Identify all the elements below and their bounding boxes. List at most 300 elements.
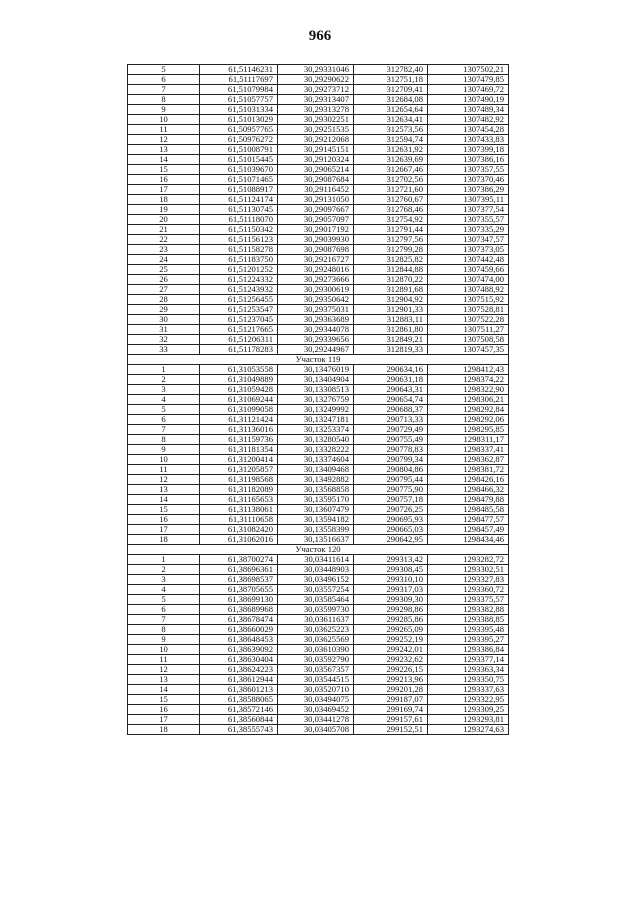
y-coordinate-cell: 1298362,87 (428, 455, 509, 465)
longitude-cell: 30,03625569 (278, 635, 354, 645)
table-row (128, 325, 509, 335)
y-coordinate-cell: 1307386,16 (428, 155, 509, 165)
y-coordinate-cell: 1298457,49 (428, 525, 509, 535)
x-coordinate-cell: 312768,46 (354, 205, 428, 215)
table-row (128, 145, 509, 155)
table-row (128, 165, 509, 175)
point-number-cell: 3 (128, 575, 200, 585)
longitude-cell: 30,03557254 (278, 585, 354, 595)
x-coordinate-cell: 312639,69 (354, 155, 428, 165)
longitude-cell: 30,13607479 (278, 505, 354, 515)
latitude-cell: 61,51156123 (200, 235, 278, 245)
y-coordinate-cell: 1307347,57 (428, 235, 509, 245)
x-coordinate-cell: 290726,25 (354, 505, 428, 515)
y-coordinate-cell: 1298412,43 (428, 365, 509, 375)
point-number-cell: 21 (128, 225, 200, 235)
y-coordinate-cell: 1293309,25 (428, 705, 509, 715)
y-coordinate-cell: 1293388,85 (428, 615, 509, 625)
point-number-cell: 15 (128, 165, 200, 175)
latitude-cell: 61,51130745 (200, 205, 278, 215)
point-number-cell: 9 (128, 635, 200, 645)
table-row (128, 445, 509, 455)
point-number-cell: 19 (128, 205, 200, 215)
table-row (128, 215, 509, 225)
point-number-cell: 6 (128, 605, 200, 615)
y-coordinate-cell: 1293382,88 (428, 605, 509, 615)
x-coordinate-cell: 312721,60 (354, 185, 428, 195)
longitude-cell: 30,03469452 (278, 705, 354, 715)
latitude-cell: 61,31062016 (200, 535, 278, 545)
latitude-cell: 61,38699130 (200, 595, 278, 605)
table-row (128, 665, 509, 675)
y-coordinate-cell: 1298322,90 (428, 385, 509, 395)
x-coordinate-cell: 312754,92 (354, 215, 428, 225)
y-coordinate-cell: 1307399,18 (428, 145, 509, 155)
longitude-cell: 30,29313278 (278, 105, 354, 115)
longitude-cell: 30,13328222 (278, 445, 354, 455)
x-coordinate-cell: 312861,80 (354, 325, 428, 335)
longitude-cell: 30,29212068 (278, 135, 354, 145)
latitude-cell: 61,51039670 (200, 165, 278, 175)
table-row (128, 245, 509, 255)
longitude-cell: 30,13595170 (278, 495, 354, 505)
latitude-cell: 61,31159736 (200, 435, 278, 445)
table-row (128, 255, 509, 265)
table-row (128, 95, 509, 105)
point-number-cell: 17 (128, 525, 200, 535)
table-row (128, 365, 509, 375)
longitude-cell: 30,03441278 (278, 715, 354, 725)
table-row (128, 415, 509, 425)
latitude-cell: 61,38639092 (200, 645, 278, 655)
latitude-cell: 61,51150342 (200, 225, 278, 235)
y-coordinate-cell: 1307395,11 (428, 195, 509, 205)
latitude-cell: 61,31082420 (200, 525, 278, 535)
x-coordinate-cell: 312870,22 (354, 275, 428, 285)
y-coordinate-cell: 1298485,58 (428, 505, 509, 515)
y-coordinate-cell: 1307370,46 (428, 175, 509, 185)
longitude-cell: 30,29344078 (278, 325, 354, 335)
table-row (128, 435, 509, 445)
longitude-cell: 30,29290622 (278, 75, 354, 85)
point-number-cell: 12 (128, 475, 200, 485)
x-coordinate-cell: 290643,31 (354, 385, 428, 395)
x-coordinate-cell: 290688,37 (354, 405, 428, 415)
table-row (128, 125, 509, 135)
table-row (128, 395, 509, 405)
y-coordinate-cell: 1307528,81 (428, 305, 509, 315)
latitude-cell: 61,51057757 (200, 95, 278, 105)
latitude-cell: 61,31181354 (200, 445, 278, 455)
point-number-cell: 13 (128, 145, 200, 155)
longitude-cell: 30,29248016 (278, 265, 354, 275)
x-coordinate-cell: 299232,62 (354, 655, 428, 665)
longitude-cell: 30,13516637 (278, 535, 354, 545)
latitude-cell: 61,38678474 (200, 615, 278, 625)
y-coordinate-cell: 1307488,92 (428, 285, 509, 295)
table-row (128, 405, 509, 415)
point-number-cell: 24 (128, 255, 200, 265)
y-coordinate-cell: 1307433,83 (428, 135, 509, 145)
x-coordinate-cell: 312883,11 (354, 315, 428, 325)
table-row (128, 175, 509, 185)
latitude-cell: 61,31110658 (200, 515, 278, 525)
x-coordinate-cell: 290778,83 (354, 445, 428, 455)
point-number-cell: 10 (128, 455, 200, 465)
latitude-cell: 61,51206311 (200, 335, 278, 345)
table-row (128, 195, 509, 205)
table-row (128, 625, 509, 635)
point-number-cell: 14 (128, 495, 200, 505)
longitude-cell: 30,03496152 (278, 575, 354, 585)
point-number-cell: 12 (128, 665, 200, 675)
x-coordinate-cell: 299201,28 (354, 685, 428, 695)
latitude-cell: 61,51117697 (200, 75, 278, 85)
point-number-cell: 9 (128, 105, 200, 115)
table-row (128, 345, 509, 355)
point-number-cell: 23 (128, 245, 200, 255)
latitude-cell: 61,38705655 (200, 585, 278, 595)
longitude-cell: 30,13374604 (278, 455, 354, 465)
point-number-cell: 11 (128, 125, 200, 135)
longitude-cell: 30,29087698 (278, 245, 354, 255)
x-coordinate-cell: 299242,01 (354, 645, 428, 655)
point-number-cell: 11 (128, 655, 200, 665)
x-coordinate-cell: 290695,93 (354, 515, 428, 525)
point-number-cell: 10 (128, 115, 200, 125)
point-number-cell: 17 (128, 185, 200, 195)
table-row (128, 465, 509, 475)
table-row (128, 335, 509, 345)
table-row (128, 555, 509, 565)
point-number-cell: 16 (128, 705, 200, 715)
x-coordinate-cell: 290755,49 (354, 435, 428, 445)
point-number-cell: 7 (128, 425, 200, 435)
latitude-cell: 61,38624223 (200, 665, 278, 675)
longitude-cell: 30,29363689 (278, 315, 354, 325)
y-coordinate-cell: 1298306,21 (428, 395, 509, 405)
point-number-cell: 9 (128, 445, 200, 455)
latitude-cell: 61,31059428 (200, 385, 278, 395)
latitude-cell: 61,38660029 (200, 625, 278, 635)
table-row (128, 135, 509, 145)
point-number-cell: 31 (128, 325, 200, 335)
x-coordinate-cell: 312702,56 (354, 175, 428, 185)
point-number-cell: 7 (128, 615, 200, 625)
x-coordinate-cell: 290729,49 (354, 425, 428, 435)
latitude-cell: 61,38555743 (200, 725, 278, 735)
table-row (128, 635, 509, 645)
y-coordinate-cell: 1293302,51 (428, 565, 509, 575)
y-coordinate-cell: 1293274,63 (428, 725, 509, 735)
y-coordinate-cell: 1307511,27 (428, 325, 509, 335)
longitude-cell: 30,03611637 (278, 615, 354, 625)
longitude-cell: 30,13409468 (278, 465, 354, 475)
y-coordinate-cell: 1293327,83 (428, 575, 509, 585)
y-coordinate-cell: 1293395,48 (428, 625, 509, 635)
longitude-cell: 30,13492882 (278, 475, 354, 485)
x-coordinate-cell: 299308,45 (354, 565, 428, 575)
latitude-cell: 61,51015445 (200, 155, 278, 165)
y-coordinate-cell: 1307502,21 (428, 65, 509, 75)
longitude-cell: 30,13594182 (278, 515, 354, 525)
y-coordinate-cell: 1307355,57 (428, 215, 509, 225)
table-row (128, 725, 509, 735)
y-coordinate-cell: 1307335,29 (428, 225, 509, 235)
longitude-cell: 30,29057097 (278, 215, 354, 225)
table-row (128, 185, 509, 195)
latitude-cell: 61,31205857 (200, 465, 278, 475)
latitude-cell: 61,50976272 (200, 135, 278, 145)
latitude-cell: 61,51183750 (200, 255, 278, 265)
y-coordinate-cell: 1307357,55 (428, 165, 509, 175)
longitude-cell: 30,03448903 (278, 565, 354, 575)
x-coordinate-cell: 312631,92 (354, 145, 428, 155)
y-coordinate-cell: 1293377,14 (428, 655, 509, 665)
point-number-cell: 16 (128, 515, 200, 525)
y-coordinate-cell: 1298292,06 (428, 415, 509, 425)
y-coordinate-cell: 1298466,32 (428, 485, 509, 495)
point-number-cell: 32 (128, 335, 200, 345)
x-coordinate-cell: 312797,56 (354, 235, 428, 245)
y-coordinate-cell: 1307386,29 (428, 185, 509, 195)
x-coordinate-cell: 299252,19 (354, 635, 428, 645)
longitude-cell: 30,29339656 (278, 335, 354, 345)
point-number-cell: 12 (128, 135, 200, 145)
latitude-cell: 61,51008791 (200, 145, 278, 155)
latitude-cell: 61,31182089 (200, 485, 278, 495)
latitude-cell: 61,31165653 (200, 495, 278, 505)
x-coordinate-cell: 312684,08 (354, 95, 428, 105)
point-number-cell: 27 (128, 285, 200, 295)
table-row (128, 675, 509, 685)
table-row (128, 535, 509, 545)
y-coordinate-cell: 1298381,72 (428, 465, 509, 475)
longitude-cell: 30,13568858 (278, 485, 354, 495)
point-number-cell: 13 (128, 485, 200, 495)
table-row (128, 575, 509, 585)
latitude-cell: 61,51031334 (200, 105, 278, 115)
x-coordinate-cell: 290757,18 (354, 495, 428, 505)
x-coordinate-cell: 299298,86 (354, 605, 428, 615)
table-row (128, 85, 509, 95)
x-coordinate-cell: 290665,03 (354, 525, 428, 535)
x-coordinate-cell: 299265,09 (354, 625, 428, 635)
longitude-cell: 30,13280540 (278, 435, 354, 445)
table-row (128, 655, 509, 665)
y-coordinate-cell: 1307457,35 (428, 345, 509, 355)
point-number-cell: 8 (128, 95, 200, 105)
latitude-cell: 61,51201252 (200, 265, 278, 275)
x-coordinate-cell: 312634,41 (354, 115, 428, 125)
x-coordinate-cell: 290654,74 (354, 395, 428, 405)
x-coordinate-cell: 312819,33 (354, 345, 428, 355)
x-coordinate-cell: 312849,21 (354, 335, 428, 345)
latitude-cell: 61,51256455 (200, 295, 278, 305)
longitude-cell: 30,13404904 (278, 375, 354, 385)
longitude-cell: 30,13247181 (278, 415, 354, 425)
x-coordinate-cell: 299317,03 (354, 585, 428, 595)
x-coordinate-cell: 290634,16 (354, 365, 428, 375)
point-number-cell: 1 (128, 365, 200, 375)
point-number-cell: 5 (128, 65, 200, 75)
table-row (128, 645, 509, 655)
latitude-cell: 61,31049889 (200, 375, 278, 385)
table-row (128, 275, 509, 285)
x-coordinate-cell: 312594,74 (354, 135, 428, 145)
table-row (128, 705, 509, 715)
point-number-cell: 18 (128, 195, 200, 205)
x-coordinate-cell: 312799,28 (354, 245, 428, 255)
point-number-cell: 1 (128, 555, 200, 565)
y-coordinate-cell: 1307508,58 (428, 335, 509, 345)
longitude-cell: 30,03494075 (278, 695, 354, 705)
table-row (128, 495, 509, 505)
table-row (128, 65, 509, 75)
coordinates-table-body (128, 65, 509, 735)
longitude-cell: 30,03610390 (278, 645, 354, 655)
longitude-cell: 30,29131050 (278, 195, 354, 205)
page-number: 966 (308, 28, 332, 44)
longitude-cell: 30,03599730 (278, 605, 354, 615)
latitude-cell: 61,38612944 (200, 675, 278, 685)
longitude-cell: 30,29065214 (278, 165, 354, 175)
table-row (128, 685, 509, 695)
point-number-cell: 2 (128, 375, 200, 385)
latitude-cell: 61,51124174 (200, 195, 278, 205)
latitude-cell: 61,51158278 (200, 245, 278, 255)
x-coordinate-cell: 299226,15 (354, 665, 428, 675)
table-row (128, 505, 509, 515)
point-number-cell: 13 (128, 675, 200, 685)
x-coordinate-cell: 299309,30 (354, 595, 428, 605)
x-coordinate-cell: 290713,33 (354, 415, 428, 425)
latitude-cell: 61,38696361 (200, 565, 278, 575)
y-coordinate-cell: 1298434,46 (428, 535, 509, 545)
coordinates-table (127, 64, 509, 735)
table-row (128, 265, 509, 275)
x-coordinate-cell: 312825,82 (354, 255, 428, 265)
longitude-cell: 30,29216727 (278, 255, 354, 265)
longitude-cell: 30,13476019 (278, 365, 354, 375)
y-coordinate-cell: 1307479,85 (428, 75, 509, 85)
latitude-cell: 61,51079984 (200, 85, 278, 95)
point-number-cell: 15 (128, 505, 200, 515)
longitude-cell: 30,29145151 (278, 145, 354, 155)
y-coordinate-cell: 1298311,17 (428, 435, 509, 445)
longitude-cell: 30,13253374 (278, 425, 354, 435)
x-coordinate-cell: 312901,33 (354, 305, 428, 315)
table-row (128, 285, 509, 295)
table-row (128, 375, 509, 385)
latitude-cell: 61,31136016 (200, 425, 278, 435)
x-coordinate-cell: 312573,56 (354, 125, 428, 135)
table-row (128, 475, 509, 485)
table-row (128, 515, 509, 525)
x-coordinate-cell: 299213,96 (354, 675, 428, 685)
y-coordinate-cell: 1298374,22 (428, 375, 509, 385)
table-row (128, 615, 509, 625)
x-coordinate-cell: 299152,51 (354, 725, 428, 735)
point-number-cell: 26 (128, 275, 200, 285)
point-number-cell: 5 (128, 595, 200, 605)
point-number-cell: 14 (128, 155, 200, 165)
y-coordinate-cell: 1307377,54 (428, 205, 509, 215)
longitude-cell: 30,29350642 (278, 295, 354, 305)
point-number-cell: 8 (128, 435, 200, 445)
longitude-cell: 30,03585464 (278, 595, 354, 605)
longitude-cell: 30,13276759 (278, 395, 354, 405)
table-row (128, 235, 509, 245)
x-coordinate-cell: 312791,44 (354, 225, 428, 235)
longitude-cell: 30,03567357 (278, 665, 354, 675)
y-coordinate-cell: 1298479,88 (428, 495, 509, 505)
latitude-cell: 61,38700274 (200, 555, 278, 565)
x-coordinate-cell: 312844,88 (354, 265, 428, 275)
latitude-cell: 61,31069244 (200, 395, 278, 405)
latitude-cell: 61,38560844 (200, 715, 278, 725)
longitude-cell: 30,29273666 (278, 275, 354, 285)
latitude-cell: 61,51237045 (200, 315, 278, 325)
table-row (128, 105, 509, 115)
point-number-cell: 22 (128, 235, 200, 245)
y-coordinate-cell: 1307489,34 (428, 105, 509, 115)
y-coordinate-cell: 1307459,66 (428, 265, 509, 275)
latitude-cell: 61,38630404 (200, 655, 278, 665)
latitude-cell: 61,51013029 (200, 115, 278, 125)
y-coordinate-cell: 1298295,85 (428, 425, 509, 435)
longitude-cell: 30,03411614 (278, 555, 354, 565)
latitude-cell: 61,31099058 (200, 405, 278, 415)
point-number-cell: 30 (128, 315, 200, 325)
x-coordinate-cell: 299310,10 (354, 575, 428, 585)
table-row (128, 715, 509, 725)
table-row (128, 305, 509, 315)
latitude-cell: 61,51071465 (200, 175, 278, 185)
longitude-cell: 30,13558399 (278, 525, 354, 535)
longitude-cell: 30,03625223 (278, 625, 354, 635)
point-number-cell: 16 (128, 175, 200, 185)
point-number-cell: 15 (128, 695, 200, 705)
table-row (128, 75, 509, 85)
latitude-cell: 61,38588065 (200, 695, 278, 705)
table-row (128, 385, 509, 395)
longitude-cell: 30,03544515 (278, 675, 354, 685)
longitude-cell: 30,03405708 (278, 725, 354, 735)
x-coordinate-cell: 312667,46 (354, 165, 428, 175)
table-row (128, 565, 509, 575)
latitude-cell: 61,38689968 (200, 605, 278, 615)
latitude-cell: 61,31198568 (200, 475, 278, 485)
table-row (128, 425, 509, 435)
x-coordinate-cell: 312709,41 (354, 85, 428, 95)
latitude-cell: 61,31200414 (200, 455, 278, 465)
longitude-cell: 30,29039930 (278, 235, 354, 245)
y-coordinate-cell: 1298477,57 (428, 515, 509, 525)
longitude-cell: 30,29331046 (278, 65, 354, 75)
x-coordinate-cell: 312751,18 (354, 75, 428, 85)
point-number-cell: 4 (128, 395, 200, 405)
y-coordinate-cell: 1293395,27 (428, 635, 509, 645)
longitude-cell: 30,29097667 (278, 205, 354, 215)
table-row (128, 595, 509, 605)
y-coordinate-cell: 1293322,95 (428, 695, 509, 705)
x-coordinate-cell: 312904,92 (354, 295, 428, 305)
longitude-cell: 30,13308513 (278, 385, 354, 395)
x-coordinate-cell: 312654,64 (354, 105, 428, 115)
x-coordinate-cell: 290642,95 (354, 535, 428, 545)
point-number-cell: 6 (128, 415, 200, 425)
